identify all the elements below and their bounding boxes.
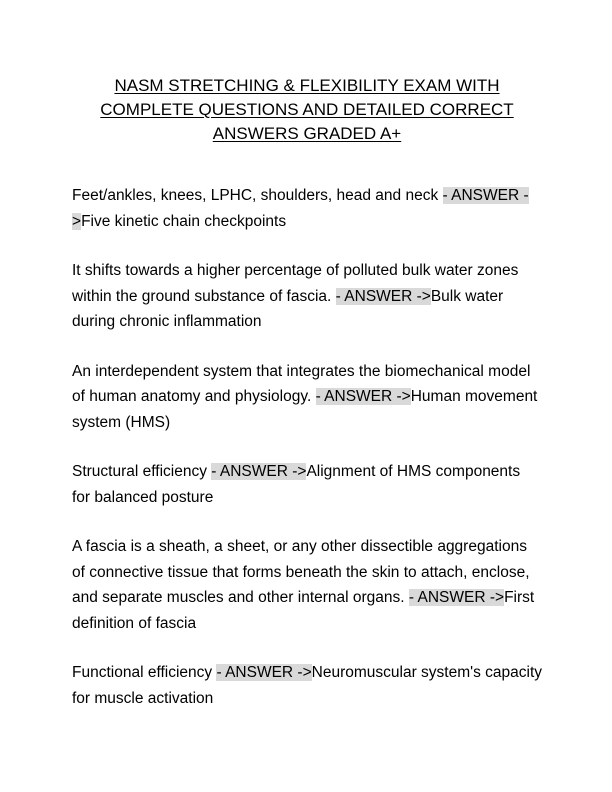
answer-marker: - ANSWER -> bbox=[408, 589, 505, 606]
answer-text: Alignment of HMS components for balanced posture bbox=[72, 463, 521, 506]
question-text: A fascia is a sheath, a sheet, or any other dissectible aggregations of connective tissue that forms beneath the skin to attach, enclose, and separate muscles and other internal organs. bbox=[72, 538, 530, 606]
answer-text: Bulk water during chronic inflammation bbox=[72, 287, 504, 330]
question-text: Feet/ankles, knees, LPHC, shoulders, head and neck bbox=[72, 187, 443, 204]
answer-text: Five kinetic chain checkpoints bbox=[81, 212, 287, 230]
title-line-1: NASM STRETCHING & FLEXIBILITY EXAM WITH bbox=[114, 76, 500, 95]
page-title bbox=[72, 74, 542, 146]
answer-marker: - ANSWER -> bbox=[216, 664, 312, 681]
answer-text: Human movement system (HMS) bbox=[72, 388, 538, 431]
question-text: Structural efficiency bbox=[72, 463, 212, 480]
answer-marker: - ANSWER -> bbox=[315, 388, 411, 405]
title-line-3: ANSWERS GRADED A+ bbox=[212, 124, 402, 143]
answer-text: Neuromuscular system's capacity for muscle activation bbox=[72, 664, 543, 707]
question-text: It shifts towards a higher percentage of polluted bulk water zones within the ground substance of fascia. bbox=[72, 262, 519, 305]
question-text: An interdependent system that integrates the biomechanical model of human anatomy and physiology. bbox=[72, 362, 531, 405]
answer-text: First definition of fascia bbox=[72, 589, 535, 632]
qa-item-4 bbox=[72, 459, 542, 510]
title-line-2: COMPLETE QUESTIONS AND DETAILED CORRECT bbox=[100, 100, 514, 119]
qa-item-3 bbox=[72, 359, 542, 436]
answer-marker: - ANSWER -> bbox=[335, 287, 431, 305]
qa-item-6 bbox=[72, 660, 542, 711]
qa-item-2 bbox=[72, 258, 542, 335]
answer-marker: - ANSWER -> bbox=[72, 187, 529, 230]
qa-item-5 bbox=[72, 534, 542, 636]
question-text: Functional efficiency bbox=[72, 664, 217, 681]
qa-item-1 bbox=[72, 183, 542, 234]
answer-marker: - ANSWER -> bbox=[211, 463, 307, 480]
